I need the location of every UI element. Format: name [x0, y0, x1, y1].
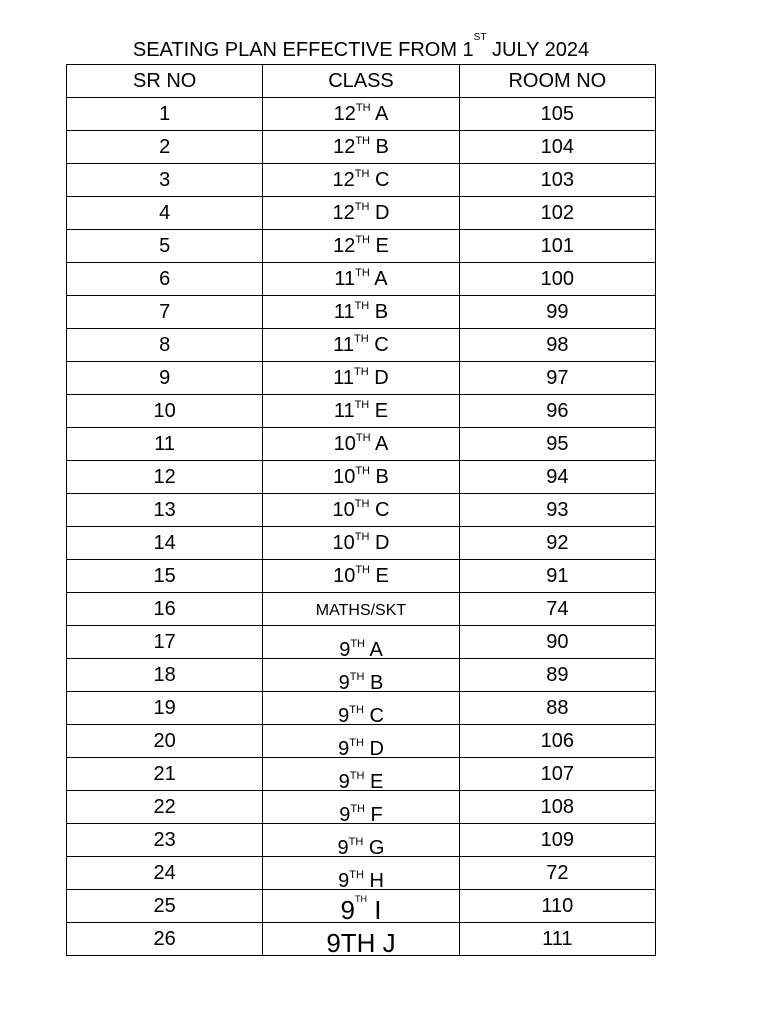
sr-no-cell: 11: [67, 428, 263, 461]
class-label: MATHS/SKT: [315, 601, 407, 619]
class-grade-suffix: TH: [355, 893, 367, 904]
class-grade-suffix: TH: [355, 563, 370, 576]
room-no-cell: 88: [459, 692, 655, 725]
table-row: [67, 296, 656, 329]
class-cell: [263, 659, 459, 692]
class-cell: [263, 131, 459, 164]
sr-no-cell: 15: [67, 560, 263, 593]
class-label: 9TH J: [326, 927, 396, 956]
class-label: [338, 705, 384, 725]
class-cell: [263, 857, 459, 890]
class-grade: 10: [333, 432, 356, 455]
sr-no-cell: 13: [67, 494, 263, 527]
sr-no-cell: 26: [67, 923, 263, 956]
class-label: [339, 771, 384, 791]
class-section: E: [370, 234, 389, 257]
class-grade-suffix: TH: [349, 769, 365, 782]
class-cell: [263, 197, 459, 230]
class-label: [334, 400, 388, 422]
class-grade-suffix: TH: [355, 464, 370, 477]
room-no-cell: 99: [459, 296, 655, 329]
class-cell: [263, 692, 459, 725]
class-section: H: [363, 869, 384, 890]
room-no-cell: 93: [459, 494, 655, 527]
class-cell: [263, 626, 459, 659]
table-row: [67, 197, 656, 230]
class-grade: 11: [333, 300, 355, 323]
class-grade-suffix: TH: [355, 266, 370, 279]
table-row: [67, 329, 656, 362]
class-section: E: [364, 770, 384, 791]
class-grade: 10: [333, 564, 356, 587]
class-cell: [263, 230, 459, 263]
room-no-cell: 107: [459, 758, 655, 791]
class-section: C: [363, 704, 384, 725]
class-grade: 11: [334, 267, 356, 290]
table-row: [67, 923, 656, 956]
sr-no-cell: 20: [67, 725, 263, 758]
class-cell: [263, 725, 459, 758]
class-cell: [263, 758, 459, 791]
header-class: CLASS: [263, 65, 459, 98]
class-label: [334, 103, 389, 125]
class-label: [341, 895, 382, 923]
sr-no-cell: 8: [67, 329, 263, 362]
table-row: [67, 494, 656, 527]
class-grade-suffix: TH: [354, 299, 370, 312]
class-cell: [263, 527, 459, 560]
room-no-cell: 103: [459, 164, 655, 197]
class-cell: [263, 329, 459, 362]
class-section: I: [367, 894, 382, 923]
room-no-cell: 94: [459, 461, 655, 494]
title-suffix: JULY 2024: [486, 39, 590, 61]
room-no-cell: 102: [459, 197, 655, 230]
title-prefix: SEATING PLAN EFFECTIVE FROM 1: [132, 39, 474, 61]
class-grade: 11: [333, 333, 355, 356]
class-cell: [263, 428, 459, 461]
class-section: D: [369, 201, 390, 224]
class-grade-suffix: TH: [354, 365, 369, 378]
sr-no-cell: 16: [67, 593, 263, 626]
class-grade-suffix: TH: [354, 497, 370, 510]
room-no-cell: 95: [459, 428, 655, 461]
sr-no-cell: 5: [67, 230, 263, 263]
class-grade-suffix: TH: [355, 233, 370, 246]
class-grade-suffix: TH: [355, 134, 370, 147]
class-grade-suffix: TH: [354, 200, 370, 213]
class-cell: [263, 791, 459, 824]
class-section: C: [369, 498, 390, 521]
class-grade-suffix: TH: [355, 101, 371, 114]
class-grade: 9: [338, 704, 350, 725]
room-no-cell: 96: [459, 395, 655, 428]
table-row: [67, 461, 656, 494]
sr-no-cell: 6: [67, 263, 263, 296]
room-no-cell: 91: [459, 560, 655, 593]
class-section: B: [370, 465, 389, 488]
class-section: E: [369, 399, 389, 422]
class-grade: 9: [338, 737, 350, 758]
class-label: [339, 639, 383, 659]
class-grade-suffix: TH: [348, 835, 364, 848]
class-cell: [263, 890, 459, 923]
room-no-cell: 105: [459, 98, 655, 131]
class-label: [339, 804, 383, 824]
table-row: [67, 263, 656, 296]
sr-no-cell: 18: [67, 659, 263, 692]
class-grade: 9: [337, 836, 349, 857]
room-no-cell: 100: [459, 263, 655, 296]
class-cell: [263, 164, 459, 197]
class-label: [333, 202, 390, 224]
class-section: E: [370, 564, 389, 587]
class-grade-suffix: TH: [350, 802, 365, 815]
room-no-cell: 109: [459, 824, 655, 857]
class-section: D: [363, 737, 384, 758]
class-grade-suffix: TH: [354, 398, 370, 411]
room-no-cell: 72: [459, 857, 655, 890]
room-no-cell: 104: [459, 131, 655, 164]
class-grade: 12: [332, 201, 355, 224]
header-sr-no: SR NO: [67, 65, 263, 98]
class-label: [338, 837, 385, 857]
class-grade-suffix: TH: [349, 703, 364, 716]
sr-no-cell: 7: [67, 296, 263, 329]
class-label: [333, 565, 389, 587]
class-grade: 10: [333, 465, 356, 488]
class-section: B: [370, 135, 389, 158]
class-grade-suffix: TH: [349, 670, 365, 683]
sr-no-cell: 14: [67, 527, 263, 560]
class-cell: [263, 560, 459, 593]
table-row: [67, 593, 656, 626]
class-cell: [263, 395, 459, 428]
class-section: C: [368, 333, 389, 356]
class-cell: [263, 263, 459, 296]
class-grade: 12: [333, 102, 356, 125]
class-cell: [263, 362, 459, 395]
class-grade: 9: [339, 803, 351, 824]
table-row: [67, 560, 656, 593]
class-grade: 9: [340, 894, 355, 923]
table-row: [67, 164, 656, 197]
header-room-no: ROOM NO: [459, 65, 655, 98]
class-cell: [263, 494, 459, 527]
class-cell: [263, 824, 459, 857]
room-no-cell: 89: [459, 659, 655, 692]
room-no-cell: 98: [459, 329, 655, 362]
class-cell: [263, 923, 459, 956]
sr-no-cell: 12: [67, 461, 263, 494]
room-no-cell: 111: [459, 923, 655, 956]
class-label: [338, 870, 384, 890]
room-no-cell: 110: [459, 890, 655, 923]
room-no-cell: 97: [459, 362, 655, 395]
room-no-cell: 74: [459, 593, 655, 626]
class-grade-suffix: TH: [354, 167, 370, 180]
class-grade: 12: [333, 234, 356, 257]
class-grade: 11: [333, 399, 355, 422]
table-row: [67, 362, 656, 395]
table-row: [67, 230, 656, 263]
sr-no-cell: 4: [67, 197, 263, 230]
class-grade-suffix: TH: [349, 868, 364, 881]
class-grade: 11: [333, 366, 355, 389]
table-row: [67, 527, 656, 560]
sr-no-cell: 1: [67, 98, 263, 131]
class-cell: [263, 98, 459, 131]
class-grade-suffix: TH: [349, 736, 364, 749]
class-section: A: [369, 267, 388, 290]
table-row: [67, 758, 656, 791]
table-row: [67, 428, 656, 461]
sr-no-cell: 24: [67, 857, 263, 890]
class-cell: [263, 461, 459, 494]
class-label: [333, 532, 390, 554]
class-label: [333, 367, 388, 389]
table-row: [67, 791, 656, 824]
room-no-cell: 101: [459, 230, 655, 263]
page-title: [66, 32, 656, 64]
sr-no-cell: 3: [67, 164, 263, 197]
table-row: [67, 890, 656, 923]
sr-no-cell: 23: [67, 824, 263, 857]
class-section: A: [370, 432, 389, 455]
class-cell: [263, 593, 459, 626]
sr-no-cell: 9: [67, 362, 263, 395]
class-section: D: [368, 366, 389, 389]
sr-no-cell: 17: [67, 626, 263, 659]
table-row: [67, 626, 656, 659]
sr-no-cell: 10: [67, 395, 263, 428]
title-superscript: ST: [473, 32, 487, 43]
seating-plan-table: [66, 64, 656, 956]
sr-no-cell: 19: [67, 692, 263, 725]
class-grade: 9: [338, 869, 350, 890]
class-label: [333, 169, 390, 191]
room-no-cell: 108: [459, 791, 655, 824]
table-header-row: [67, 65, 656, 98]
class-label: [333, 235, 389, 257]
class-grade: 9: [338, 770, 350, 791]
table-row: [67, 692, 656, 725]
class-cell: [263, 296, 459, 329]
class-label: [333, 136, 389, 158]
room-no-cell: 106: [459, 725, 655, 758]
class-section: B: [369, 300, 389, 323]
class-grade: 9: [338, 671, 350, 692]
class-label: [333, 499, 390, 521]
room-no-cell: 90: [459, 626, 655, 659]
class-label: [339, 672, 384, 692]
class-grade: 10: [332, 531, 355, 554]
class-grade: 10: [332, 498, 355, 521]
class-label: [333, 466, 389, 488]
table-row: [67, 659, 656, 692]
class-label: [334, 433, 389, 455]
class-section: B: [364, 671, 384, 692]
class-label: [338, 738, 384, 758]
class-grade: 9: [339, 638, 351, 659]
class-grade-suffix: TH: [355, 431, 371, 444]
class-section: G: [363, 836, 385, 857]
class-label: [334, 268, 387, 290]
class-grade: 12: [333, 135, 356, 158]
class-grade: 12: [332, 168, 355, 191]
class-grade-suffix: TH: [354, 332, 369, 345]
class-section: F: [365, 803, 383, 824]
class-label: [334, 301, 388, 323]
table-row: [67, 824, 656, 857]
sr-no-cell: 22: [67, 791, 263, 824]
table-row: [67, 131, 656, 164]
room-no-cell: 92: [459, 527, 655, 560]
table-row: [67, 98, 656, 131]
class-grade-suffix: TH: [354, 530, 370, 543]
sr-no-cell: 21: [67, 758, 263, 791]
class-section: A: [364, 638, 383, 659]
class-section: C: [369, 168, 390, 191]
sr-no-cell: 25: [67, 890, 263, 923]
table-row: [67, 857, 656, 890]
sr-no-cell: 2: [67, 131, 263, 164]
class-grade-suffix: TH: [350, 637, 365, 650]
table-row: [67, 395, 656, 428]
table-row: [67, 725, 656, 758]
table-body: [67, 98, 656, 956]
class-label: [333, 334, 388, 356]
class-section: D: [369, 531, 390, 554]
class-section: A: [370, 102, 389, 125]
